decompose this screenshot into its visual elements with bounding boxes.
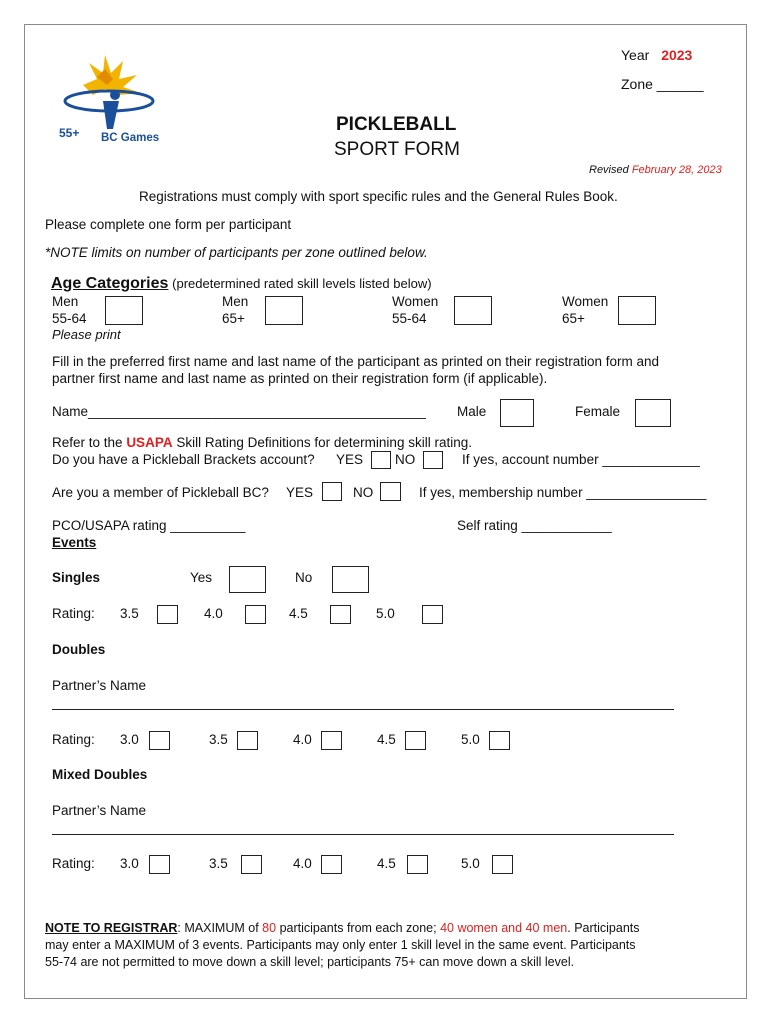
registrar-note-line-3: 55-74 are not permitted to move down a skill level; participants 75+ can move down a skill level. (45, 955, 575, 969)
brackets-no-label: NO (395, 452, 416, 467)
refer-prefix: Refer to the (52, 435, 123, 450)
registrar-note-line-2: may enter a MAXIMUM of 3 events. Participants may only enter 1 skill level in the same event. Participants (45, 938, 636, 952)
age-option-label: Women (392, 294, 439, 309)
checkbox-brackets-yes[interactable] (371, 451, 391, 469)
checkbox-mixed-3-0[interactable] (149, 855, 170, 874)
doubles-rating-label: Rating: (52, 732, 95, 747)
age-categories-heading: Age Categories (51, 275, 169, 292)
intro-one-form: Please complete one form per participant (45, 217, 292, 232)
intro-note: *NOTE limits on number of participants per zone outlined below. (45, 245, 428, 260)
male-label: Male (457, 404, 487, 419)
registrar-women-men: 40 women and 40 men (440, 921, 568, 935)
member-yes-label: YES (286, 485, 314, 500)
brackets-yes-label: YES (336, 452, 364, 467)
checkbox-mixed-4-0[interactable] (321, 855, 342, 874)
usapa-link[interactable]: USAPA (126, 435, 173, 450)
logo-badge: 55+ (59, 126, 80, 140)
zone-field[interactable]: Zone ______ (621, 76, 704, 92)
revised-note (589, 164, 722, 176)
age-option-women-55 (392, 293, 438, 327)
intro-rules: Registrations must comply with sport specific rules and the General Rules Book. (139, 189, 618, 204)
form-subtitle: SPORT FORM (334, 139, 460, 160)
mixed-rating-3-5: 3.5 (209, 856, 228, 871)
doubles-label: Doubles (52, 642, 106, 657)
revised-prefix: Revised (589, 164, 629, 176)
checkbox-female[interactable] (635, 399, 671, 427)
checkbox-doubles-4-5[interactable] (405, 731, 426, 750)
registrar-max-number: 80 (262, 921, 277, 935)
checkbox-mixed-5-0[interactable] (492, 855, 513, 874)
member-question: Are you a member of Pickleball BC? (52, 485, 269, 500)
name-field[interactable]: Name_____________________________________________ (52, 404, 426, 419)
mixed-partner-label: Partner’s Name (52, 803, 147, 818)
please-print: Please print (52, 327, 121, 342)
mixed-rating-3-0: 3.0 (120, 856, 139, 871)
logo-text: BC Games (101, 132, 160, 144)
sun-icon (83, 55, 141, 95)
account-number-field[interactable]: If yes, account number _____________ (462, 452, 700, 467)
checkbox-doubles-3-0[interactable] (149, 731, 170, 750)
singles-label: Singles (52, 570, 101, 585)
age-option-men-65 (222, 293, 248, 327)
mixed-rating-label: Rating: (52, 856, 95, 871)
singles-yes-label: Yes (190, 570, 213, 585)
doubles-rating-3-0: 3.0 (120, 732, 139, 747)
checkbox-men-55-64[interactable] (105, 296, 143, 325)
singles-rating-5-0: 5.0 (376, 606, 395, 621)
checkbox-male[interactable] (500, 399, 534, 427)
registrar-text-3: . Participants (567, 921, 640, 935)
doubles-rating-4-0: 4.0 (293, 732, 312, 747)
checkbox-women-65[interactable] (618, 296, 656, 325)
refer-usapa (52, 435, 472, 450)
age-option-men-55 (52, 293, 87, 327)
age-option-range: 65+ (222, 311, 245, 326)
year-field (621, 47, 692, 63)
checkbox-doubles-4-0[interactable] (321, 731, 342, 750)
mixed-rating-5-0: 5.0 (461, 856, 480, 871)
age-categories-note: (predetermined rated skill levels listed below) (172, 276, 432, 291)
doubles-rating-4-5: 4.5 (377, 732, 396, 747)
age-option-range: 65+ (562, 311, 585, 326)
registrar-text-2: participants from each zone; (279, 921, 437, 935)
age-option-label: Men (52, 294, 79, 309)
bc-games-logo (53, 49, 168, 149)
age-categories-header (51, 275, 432, 293)
mixed-doubles-label: Mixed Doubles (52, 767, 148, 782)
checkbox-singles-no[interactable] (332, 566, 369, 593)
age-option-range: 55-64 (392, 311, 427, 326)
singles-rating-4-5: 4.5 (289, 606, 308, 621)
singles-rating-4-0: 4.0 (204, 606, 223, 621)
doubles-rating-3-5: 3.5 (209, 732, 228, 747)
member-no-label: NO (353, 485, 374, 500)
year-value: 2023 (661, 47, 693, 63)
checkbox-singles-yes[interactable] (229, 566, 266, 593)
age-option-range: 55-64 (52, 311, 87, 326)
membership-number-field[interactable]: If yes, membership number ________________ (419, 485, 707, 500)
registrar-heading: NOTE TO REGISTRAR (45, 921, 178, 935)
checkbox-brackets-no[interactable] (423, 451, 443, 469)
checkbox-doubles-3-5[interactable] (237, 731, 258, 750)
singles-rating-3-5: 3.5 (120, 606, 139, 621)
self-rating-field[interactable]: Self rating ____________ (457, 518, 612, 533)
checkbox-singles-5-0[interactable] (422, 605, 443, 624)
form-title: PICKLEBALL (336, 114, 457, 135)
fill-instruction-2: partner first name and last name as printed on their registration form (if applicable). (52, 371, 548, 386)
singles-rating-label: Rating: (52, 606, 95, 621)
form-page (24, 24, 747, 999)
brackets-question: Do you have a Pickleball Brackets account? (52, 452, 315, 467)
checkbox-member-yes[interactable] (322, 482, 342, 501)
registrar-text-1: : MAXIMUM of (177, 921, 259, 935)
checkbox-mixed-3-5[interactable] (241, 855, 262, 874)
doubles-rating-5-0: 5.0 (461, 732, 480, 747)
mixed-rating-4-5: 4.5 (377, 856, 396, 871)
checkbox-singles-4-5[interactable] (330, 605, 351, 624)
age-option-women-65 (562, 293, 608, 327)
refer-suffix: Skill Rating Definitions for determining skill rating. (176, 435, 472, 450)
doubles-partner-label: Partner’s Name (52, 678, 147, 693)
checkbox-men-65[interactable] (265, 296, 303, 325)
registrar-note-line-1 (45, 921, 640, 935)
checkbox-member-no[interactable] (380, 482, 401, 501)
year-label: Year (621, 47, 650, 63)
revised-date: February 28, 2023 (631, 164, 722, 176)
pco-rating-field[interactable]: PCO/USAPA rating __________ (52, 518, 246, 533)
checkbox-singles-4-0[interactable] (245, 605, 266, 624)
mixed-partner-line[interactable] (52, 834, 674, 835)
singles-no-label: No (295, 570, 313, 585)
doubles-partner-line[interactable] (52, 709, 674, 710)
fill-instruction-1: Fill in the preferred first name and last name of the participant as printed on their registration form and (52, 354, 660, 369)
age-option-label: Women (562, 294, 609, 309)
age-option-label: Men (222, 294, 249, 309)
checkbox-women-55-64[interactable] (454, 296, 492, 325)
checkbox-mixed-4-5[interactable] (407, 855, 428, 874)
mixed-rating-4-0: 4.0 (293, 856, 312, 871)
checkbox-doubles-5-0[interactable] (489, 731, 510, 750)
female-label: Female (575, 404, 621, 419)
checkbox-singles-3-5[interactable] (157, 605, 178, 624)
events-heading: Events (52, 535, 97, 550)
